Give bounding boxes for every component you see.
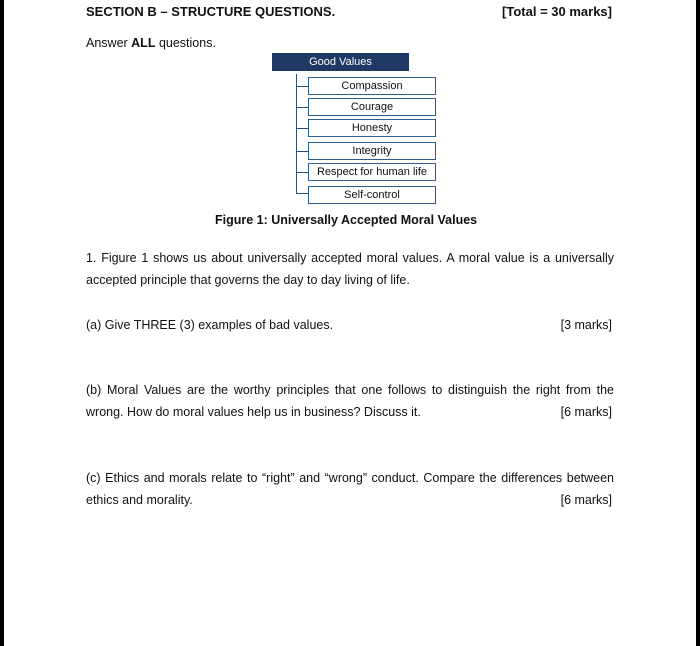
section-title: SECTION B – STRUCTURE QUESTIONS. [86,4,336,19]
total-marks: [Total = 30 marks] [502,4,612,19]
diagram-branch-line [296,107,308,108]
diagram-item-integrity: Integrity [308,142,436,160]
diagram-item-self-control: Self-control [308,186,436,204]
question-1c-text: (c) Ethics and morals relate to “right” and “wrong” conduct. Compare the differences between ethics and morality. [86,471,614,507]
instruction-emphasis: ALL [131,36,156,50]
diagram-item-honesty: Honesty [308,119,436,137]
question-1c-marks: [6 marks] [560,493,612,507]
question-1-intro: 1. Figure 1 shows us about universally accepted moral values. A moral value is a universally accepted principle that governs the day to day living of life. [86,251,614,287]
document-page [4,0,696,646]
question-1a-text: (a) Give THREE (3) examples of bad values. [86,318,334,332]
question-1a-marks: [3 marks] [560,318,612,332]
instruction-prefix: Answer [86,36,132,50]
figure-caption: Figure 1: Universally Accepted Moral Values [215,213,478,227]
diagram-item-compassion: Compassion [308,77,436,95]
question-1b-text: (b) Moral Values are the worthy principles that one follows to distinguish the right from the wrong. How do moral values help us in business? Discuss it. [86,383,614,419]
diagram-item-courage: Courage [308,98,436,116]
diagram-branch-line [296,193,308,194]
question-1b-marks: [6 marks] [560,405,612,419]
good-values-diagram [266,48,441,210]
diagram-branch-line [296,151,308,152]
diagram-branch-line [296,128,308,129]
diagram-branch-line [296,86,308,87]
diagram-item-respect: Respect for human life [308,163,436,181]
instruction-suffix: questions. [155,36,216,50]
diagram-branch-line [296,172,308,173]
instruction-line [86,35,216,51]
diagram-connector-line [296,74,297,193]
diagram-root-box: Good Values [272,53,409,71]
